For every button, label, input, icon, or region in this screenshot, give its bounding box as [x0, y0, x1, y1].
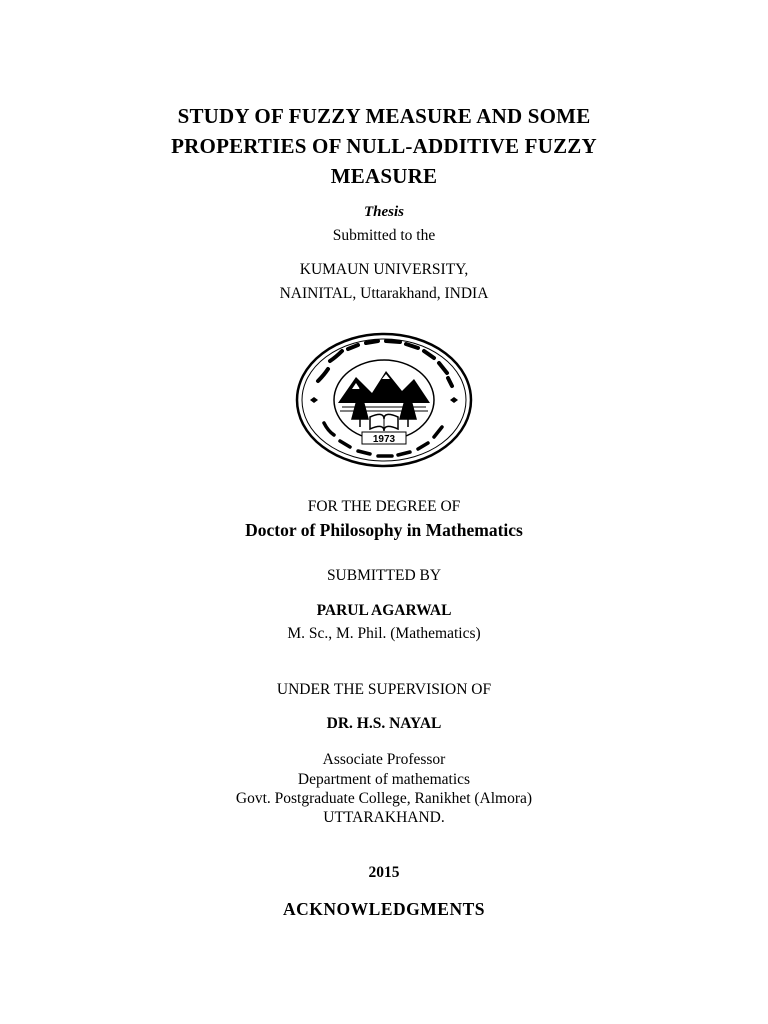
supervisor-state: UTTARAKHAND.: [323, 809, 445, 826]
supervisor-name: DR. H.S. NAYAL: [326, 715, 442, 732]
author-name: PARUL AGARWAL: [316, 602, 452, 619]
supervision-label: UNDER THE SUPERVISION OF: [276, 681, 492, 698]
degree-label: FOR THE DEGREE OF: [307, 498, 461, 515]
university-seal-icon: [294, 331, 474, 469]
degree-name: Doctor of Philosophy in Mathematics: [245, 520, 523, 540]
university-name: KUMAUN UNIVERSITY,: [299, 261, 469, 278]
title-line-2: PROPERTIES OF NULL-ADDITIVE FUZZY: [171, 134, 597, 158]
university-location: NAINITAL, Uttarakhand, INDIA: [279, 285, 489, 302]
title-line-1: STUDY OF FUZZY MEASURE AND SOME: [177, 104, 591, 128]
title-line-3: MEASURE: [330, 164, 438, 188]
submitted-by-label: SUBMITTED BY: [326, 567, 442, 584]
seal-year: 1973: [372, 434, 396, 445]
thesis-label: Thesis: [363, 204, 404, 220]
acknowledgments-heading: ACKNOWLEDGMENTS: [283, 899, 485, 919]
author-qualifications: M. Sc., M. Phil. (Mathematics): [287, 625, 481, 642]
submission-year: 2015: [368, 864, 400, 881]
supervisor-department: Department of mathematics: [297, 771, 471, 788]
supervisor-designation: Associate Professor: [322, 751, 446, 768]
supervisor-college: Govt. Postgraduate College, Ranikhet (Almora): [235, 790, 533, 807]
submitted-to: Submitted to the: [332, 227, 436, 244]
